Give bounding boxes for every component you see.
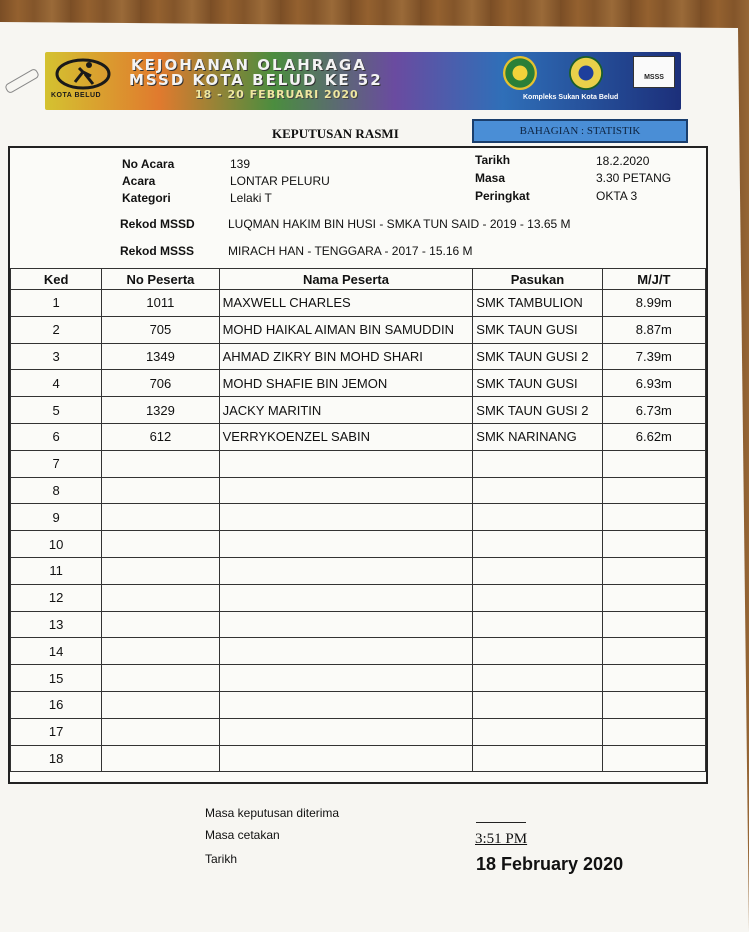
page-title: KEPUTUSAN RASMI xyxy=(272,126,399,141)
distance-cell xyxy=(602,584,705,611)
distance-cell: 6.93m xyxy=(602,370,705,397)
team-cell: SMK TAUN GUSI 2 xyxy=(473,343,602,370)
table-row xyxy=(11,745,706,772)
participant-number-cell xyxy=(102,638,219,665)
emblem-icon xyxy=(503,56,537,90)
column-header: Pasukan xyxy=(473,269,602,290)
participant-name-cell xyxy=(219,584,473,611)
participant-name-cell: MOHD SHAFIE BIN JEMON xyxy=(219,370,473,397)
participant-number-cell xyxy=(102,557,219,584)
section-badge: BAHAGIAN : STATISTIK xyxy=(472,119,688,143)
participant-number-cell xyxy=(102,718,219,745)
date-label: Tarikh xyxy=(205,852,238,866)
no-acara-value: 139 xyxy=(230,157,251,171)
participant-name-cell xyxy=(219,691,473,718)
table-row xyxy=(11,423,706,450)
participant-number-cell: 1329 xyxy=(102,397,219,424)
rank-cell: 1 xyxy=(11,290,102,317)
rank-cell: 12 xyxy=(11,584,102,611)
table-row xyxy=(11,504,706,531)
table-row xyxy=(11,584,706,611)
table-row xyxy=(11,691,706,718)
date-value: 18 February 2020 xyxy=(476,854,624,874)
participant-name-cell: AHMAD ZIKRY BIN MOHD SHARI xyxy=(219,343,473,370)
distance-cell xyxy=(602,745,705,772)
rank-cell: 10 xyxy=(11,531,102,558)
participant-name-cell: VERRYKOENZEL SABIN xyxy=(219,423,473,450)
participant-name-cell xyxy=(219,477,473,504)
team-cell xyxy=(473,477,602,504)
participant-name-cell: MAXWELL CHARLES xyxy=(219,290,473,317)
distance-cell xyxy=(602,557,705,584)
table-row xyxy=(11,290,706,317)
rank-cell: 8 xyxy=(11,477,102,504)
participant-name-cell xyxy=(219,745,473,772)
participant-name-cell xyxy=(219,665,473,692)
distance-cell xyxy=(602,611,705,638)
rank-cell: 16 xyxy=(11,691,102,718)
participant-name-cell xyxy=(219,531,473,558)
table-row xyxy=(11,557,706,584)
printed-time-value: 3:51 PM xyxy=(475,831,528,847)
participant-name-cell xyxy=(219,450,473,477)
team-cell xyxy=(473,531,602,558)
received-time-label: Masa keputusan diterima xyxy=(205,806,340,820)
table-row xyxy=(11,665,706,692)
rekod-mssd-label: Rekod MSSD xyxy=(120,217,195,231)
rekod-mssd-value: LUQMAN HAKIM BIN HUSI - SMKA TUN SAID - 2019 - 13.65 M xyxy=(228,217,571,231)
tarikh-value: 18.2.2020 xyxy=(596,154,650,168)
participant-number-cell xyxy=(102,584,219,611)
rank-cell: 15 xyxy=(11,665,102,692)
participant-number-cell xyxy=(102,531,219,558)
peringkat-value: OKTA 3 xyxy=(596,189,638,203)
column-header: Ked xyxy=(11,269,102,290)
tarikh-label: Tarikh xyxy=(475,153,511,167)
team-cell: SMK TAMBULION xyxy=(473,290,602,317)
msss-logo-icon: MSSS xyxy=(633,56,675,88)
rekod-msss-value: MIRACH HAN - TENGGARA - 2017 - 15.16 M xyxy=(228,244,473,258)
rank-cell: 7 xyxy=(11,450,102,477)
distance-cell: 8.87m xyxy=(602,316,705,343)
kategori-label: Kategori xyxy=(122,191,171,205)
distance-cell xyxy=(602,450,705,477)
distance-cell: 8.99m xyxy=(602,290,705,317)
participant-number-cell xyxy=(102,665,219,692)
banner-title-line1: KEJOHANAN OLAHRAGA xyxy=(131,56,367,74)
team-cell: SMK NARINANG xyxy=(473,423,602,450)
runner-logo-icon xyxy=(55,58,111,90)
team-cell xyxy=(473,745,602,772)
acara-label: Acara xyxy=(122,174,156,188)
team-cell xyxy=(473,611,602,638)
participant-number-cell: 706 xyxy=(102,370,219,397)
table-row xyxy=(11,477,706,504)
participant-number-cell: 705 xyxy=(102,316,219,343)
participant-number-cell: 612 xyxy=(102,423,219,450)
emblem-icon xyxy=(569,56,603,90)
banner-venue: Kompleks Sukan Kota Belud xyxy=(523,94,619,101)
team-cell xyxy=(473,718,602,745)
rekod-msss-label: Rekod MSSS xyxy=(120,244,195,258)
team-cell xyxy=(473,557,602,584)
distance-cell xyxy=(602,504,705,531)
rank-cell: 17 xyxy=(11,718,102,745)
participant-name-cell: JACKY MARITIN xyxy=(219,397,473,424)
column-header: Nama Peserta xyxy=(219,269,473,290)
team-cell: SMK TAUN GUSI xyxy=(473,370,602,397)
team-cell xyxy=(473,691,602,718)
table-row xyxy=(11,638,706,665)
participant-number-cell xyxy=(102,691,219,718)
distance-cell xyxy=(602,665,705,692)
participant-name-cell xyxy=(219,718,473,745)
printed-time-label: Masa cetakan xyxy=(205,828,280,842)
rank-cell: 9 xyxy=(11,504,102,531)
team-cell xyxy=(473,638,602,665)
table-row xyxy=(11,370,706,397)
participant-name-cell: MOHD HAIKAL AIMAN BIN SAMUDDIN xyxy=(219,316,473,343)
distance-cell xyxy=(602,477,705,504)
participant-name-cell xyxy=(219,557,473,584)
distance-cell xyxy=(602,718,705,745)
table-row xyxy=(11,718,706,745)
rank-cell: 11 xyxy=(11,557,102,584)
participant-number-cell xyxy=(102,477,219,504)
table-row xyxy=(11,450,706,477)
acara-value: LONTAR PELURU xyxy=(230,174,330,188)
rank-cell: 18 xyxy=(11,745,102,772)
participant-number-cell xyxy=(102,611,219,638)
masa-value: 3.30 PETANG xyxy=(596,171,672,185)
distance-cell: 6.73m xyxy=(602,397,705,424)
distance-cell xyxy=(602,638,705,665)
banner-title-line2: MSSD KOTA BELUD KE 52 xyxy=(129,71,383,89)
rank-cell: 6 xyxy=(11,423,102,450)
participant-number-cell: 1349 xyxy=(102,343,219,370)
no-acara-label: No Acara xyxy=(122,157,175,171)
banner-dates: 18 - 20 FEBRUARI 2020 xyxy=(195,88,359,101)
column-header: M/J/T xyxy=(602,269,705,290)
distance-cell: 6.62m xyxy=(602,423,705,450)
participant-name-cell xyxy=(219,638,473,665)
participant-number-cell xyxy=(102,504,219,531)
peringkat-label: Peringkat xyxy=(475,189,530,203)
distance-cell: 7.39m xyxy=(602,343,705,370)
distance-cell xyxy=(602,691,705,718)
rank-cell: 13 xyxy=(11,611,102,638)
table-row xyxy=(11,316,706,343)
table-row xyxy=(11,531,706,558)
results-table xyxy=(10,268,706,772)
column-header: No Peserta xyxy=(102,269,219,290)
masa-label: Masa xyxy=(475,171,506,185)
divider xyxy=(476,822,526,823)
distance-cell xyxy=(602,531,705,558)
team-cell: SMK TAUN GUSI xyxy=(473,316,602,343)
team-cell xyxy=(473,584,602,611)
rank-cell: 2 xyxy=(11,316,102,343)
participant-name-cell xyxy=(219,611,473,638)
event-banner xyxy=(45,52,681,110)
rank-cell: 5 xyxy=(11,397,102,424)
table-header-row xyxy=(11,269,706,290)
rank-cell: 3 xyxy=(11,343,102,370)
participant-number-cell: 1011 xyxy=(102,290,219,317)
rank-cell: 14 xyxy=(11,638,102,665)
brand-label: KOTA BELUD xyxy=(51,92,102,99)
participant-number-cell xyxy=(102,745,219,772)
team-cell: SMK TAUN GUSI 2 xyxy=(473,397,602,424)
table-row xyxy=(11,343,706,370)
table-row xyxy=(11,397,706,424)
team-cell xyxy=(473,450,602,477)
team-cell xyxy=(473,665,602,692)
rank-cell: 4 xyxy=(11,370,102,397)
participant-number-cell xyxy=(102,450,219,477)
participant-name-cell xyxy=(219,504,473,531)
team-cell xyxy=(473,504,602,531)
table-row xyxy=(11,611,706,638)
kategori-value: Lelaki T xyxy=(230,191,272,205)
